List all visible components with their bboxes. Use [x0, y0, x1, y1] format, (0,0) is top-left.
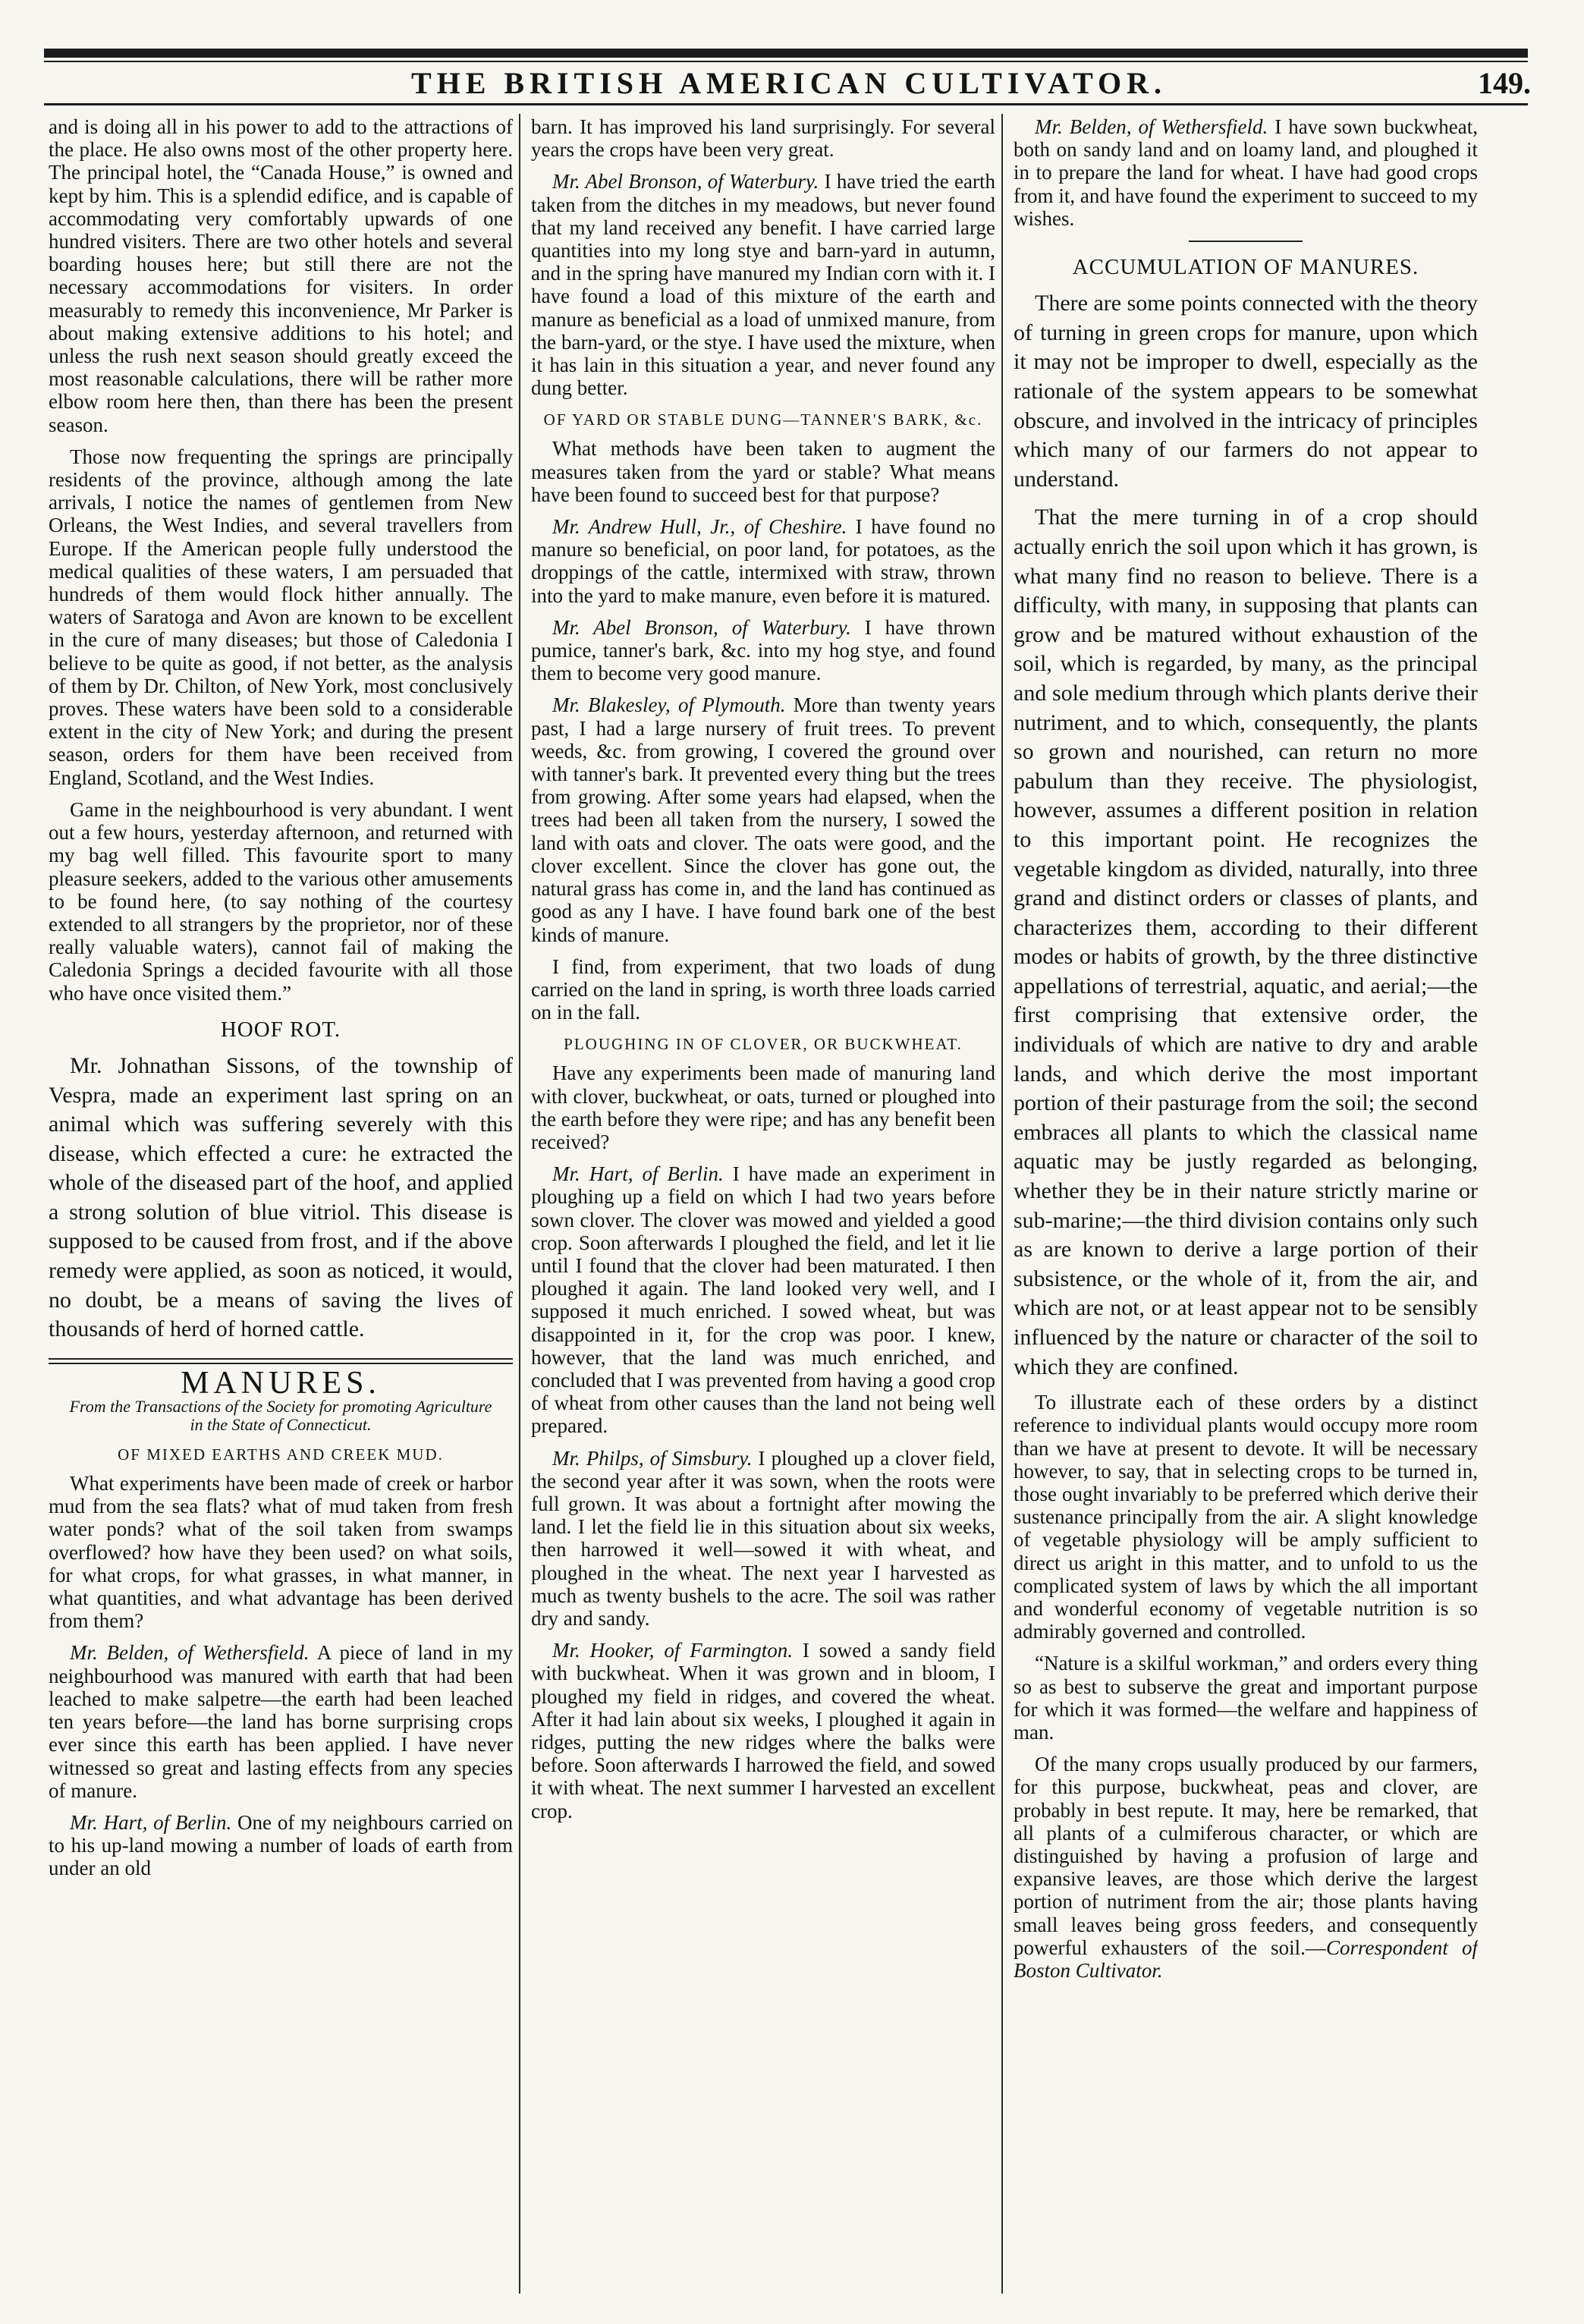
paragraph-text: I have thrown pumice, tanner's bark, &c. into my hog stye, and found them to become very good manure.	[531, 615, 995, 685]
running-title: THE BRITISH AMERICAN CULTIVATOR.	[410, 66, 1168, 100]
header-heavy-rule	[44, 49, 1528, 58]
heading-rule	[1189, 241, 1303, 242]
paragraph	[531, 616, 995, 685]
paragraph-text: I have tried the earth taken from the ditches in my meadows, but never found that my land received any benefit. I have carried large quantities into my long stye and barn-yard in autumn, and in the spring have manured my Indian corn with it. I have found a load of this mixture of the earth and manure as beneficial as a load of unmixed manure, from the barn-yard, or the stye. I have used the mixture, when it has lain in this situation a year, and never found any dung better.	[531, 170, 995, 400]
section-heading-hoof-rot: HOOF ROT.	[220, 1017, 341, 1042]
paragraph-text: More than twenty years past, I had a large nursery of fruit trees. To prevent weeds, &c. from growing, I covered the ground over with tanner's bark. It prevented every thing but the trees from growing. After some years had elapsed, when the trees had been all taken from the nursery, I sowed the land with oats and clover. The oats were good, and the clover excellent. Since the clover has gone out, the natural grass has come in, and the land has continued as good as any I have. I have found bark one of the best kinds of manure.	[531, 693, 995, 946]
paragraph-text: Of the many crops usually produced by our farmers, for this purpose, buckwheat, peas and clover, are probably in best repute. It may, here be remarked, that all plants of a culmiferous character, or which are distinguished by having a profusion of large and expansive leaves, are those which derive the largest portion of nutriment from the air; those plants having small leaves being gross feeders, and consequently powerful exhausters of the soil.—	[1014, 1753, 1478, 1959]
paragraph	[1014, 1753, 1478, 1982]
speaker-name: Mr. Belden, of Wethersfield.	[1035, 115, 1268, 138]
speaker-name: Mr. Blakesley, of Plymouth.	[552, 693, 786, 717]
speaker-name: Mr. Abel Bronson, of Waterbury.	[552, 615, 851, 639]
subheading: PLOUGHING IN OF CLOVER, OR BUCKWHEAT.	[564, 1035, 963, 1054]
paragraph: I find, from experiment, that two loads of dung carried on the land in spring, is worth three loads carried on in the fall.	[531, 954, 995, 1024]
paragraph: Have any experiments been made of manuring land with clover, buckwheat, or oats, turned or ploughed into the earth before they were ripe; and has any benefit been received?	[531, 1061, 995, 1153]
header-bottom-rule	[44, 103, 1528, 105]
paragraph-text: I have found no manure so beneficial, on poor land, for potatoes, as the droppings of the cattle, intermixed with straw, thrown into the yard to make manure, even before it is matured.	[531, 515, 995, 607]
section-heading-manures: MANURES.	[181, 1365, 381, 1401]
paragraph	[1014, 115, 1478, 230]
speaker-name: Mr. Hart, of Berlin.	[552, 1162, 724, 1186]
section-divider	[49, 1358, 513, 1364]
paragraph	[531, 1162, 995, 1437]
paragraph: Game in the neighbourhood is very abundant. I went out a few hours, yesterday afternoon, and returned with my bag well filled. This favourite sport to many pleasure seekers, added to the various other amusements to be found here, (to say nothing of the courtesy extended to all strangers by the proprietor, nor of these really valuable waters), cannot fail of making the Caledonia Springs a decided favourite with all those who have once visited them.”	[49, 797, 513, 1005]
paragraph	[531, 170, 995, 399]
speaker-name: Mr. Abel Bronson, of Waterbury.	[552, 170, 819, 193]
paragraph-text: A piece of land in my neighbourhood was manured with earth that had been leached to make salpetre—the earth had been leached ten years before—the land has borne surprising crops ever since this earth has been applied. I have never witnessed so great and lasting effects from any species of manure.	[49, 1641, 513, 1802]
paragraph	[531, 693, 995, 945]
page-number: 149.	[1478, 66, 1531, 100]
speaker-name: Mr. Hooker, of Farmington.	[552, 1639, 793, 1662]
column-divider	[1001, 114, 1003, 2294]
paragraph: To illustrate each of these orders by a distinct reference to individual plants would occupy more room than we have at present to devote. It will be necessary however, to say, that in selecting crops to be turned in, those ought invariably to be preferred which derive their sustenance principally from the air. A slight knowledge of vegetable physiology will be amply sufficient to direct us aright in this matter, and to unfold to us the complicated system of laws by which the all important and wonderful economy of vegetable nutrition is so admirably governed and controlled.	[1014, 1391, 1478, 1643]
paragraph-text: I have sown buckwheat, both on sandy land and on loamy land, and ploughed it in to prepare the land for wheat. I have had good crops from it, and have found the experiment to succeed to my wishes.	[1014, 115, 1478, 230]
column-2	[531, 115, 995, 2294]
column-3	[1014, 115, 1478, 2294]
paragraph: That the mere turning in of a crop should actually enrich the soil upon which it has grown, is what many find no reason to believe. There is a difficulty, with many, in supposing that plants can grow and be matured without exhaustion of the soil, which is regarded, by many, as the principal and sole medium through which plants derive their nutriment, and to which, consequently, the plants so grown and nourished, can return no more pabulum than they receive. The physiologist, however, assumes a different position in relation to this important point. He recognizes the vegetable kingdom as divided, naturally, into three grand and distinct orders or classes of plants, and characterizes them, according to their different modes or habits of growth, by the three distinctive appellations of terrestrial, aquatic, and aerial;—the first comprising that extensive order, the individuals of which are native to dry and arable lands, and which derive the most important portion of their pasturage from the soil; the second embraces all plants to which the classical name aquatic may be justly regarded as belonging, whether they be in their nature strictly marine or sub-marine;—the third division contains only such as are known to derive a large portion of their subsistence, or the whole of it, from the air, and which are not, or at least appear not to be sensibly influenced by the nature or character of the soil to which they are confined.	[1014, 505, 1478, 1379]
speaker-name: Mr. Belden, of Wethersfield.	[70, 1641, 310, 1665]
section-heading-accumulation: ACCUMULATION OF MANURES.	[1072, 255, 1419, 280]
column-divider	[519, 114, 520, 2294]
credit-line: Correspondent of Boston Cultivator.	[1014, 1936, 1478, 1983]
speaker-name: Mr. Hart, of Berlin.	[70, 1810, 232, 1834]
paragraph-text: I sowed a sandy field with buckwheat. When it was grown and in bloom, I ploughed my field in ridges, and covered the wheat. After it had lain about six weeks, I ploughed it again in ridges, putting the new ridges where the balks were before. Soon afterwards I harrowed the field, and sowed it with wheat. The next summer I harvested an excellent crop.	[531, 1639, 995, 1822]
paragraph-text: One of my neighbours carried on to his up-land mowing a number of loads of earth from under an old	[49, 1810, 513, 1880]
paragraph	[531, 1639, 995, 1822]
paragraph: barn. It has improved his land surprisingly. For several years the crops have been very great.	[531, 115, 995, 162]
source-note: From the Transactions of the Society for promoting Agriculture in the State of Connecticut.	[69, 1397, 492, 1435]
paragraph	[49, 1811, 513, 1880]
header-thin-rule	[44, 61, 1528, 62]
paragraph	[531, 515, 995, 607]
paragraph: and is doing all in his power to add to the attractions of the place. He also owns most of the other property here. The principal hotel, the “Canada House,” is owned and kept by him. This is a splendid edifice, and is capable of accommodating very comfortably upwards of one hundred visiters. There are two other hotels and several boarding houses here; but still there are not the necessary accommodations for visiters. In order measurably to remedy this inconvenience, Mr Parker is about making extensive additions to his hotel; and unless the rush next season should greatly exceed the most reasonable calculations, there will be rather more elbow room here then, than there has been the present season.	[49, 115, 513, 436]
subheading: OF MIXED EARTHS AND CREEK MUD.	[118, 1445, 444, 1464]
paragraph: “Nature is a skilful workman,” and orders every thing so as best to subserve the great and important purpose for which it was formed—the welfare and happiness of man.	[1014, 1652, 1478, 1744]
speaker-name: Mr. Andrew Hull, Jr., of Cheshire.	[552, 515, 847, 539]
paragraph: What experiments have been made of creek or harbor mud from the sea flats? what of mud taken from fresh water ponds? what of the soil taken from swamps overflowed? how have they been used? on what soils, for what crops, for what grasses, in what manner, in what quantities, and what advantage has been derived from them?	[49, 1472, 513, 1633]
paragraph: There are some points connected with the theory of turning in green crops for manure, upon which it may not be improper to dwell, especially as the rationale of the system appears to be somewhat obscure, and involved in the intricacy of principles which many of our farmers do not appear to understand.	[1014, 291, 1478, 492]
paragraph-text: I ploughed up a clover field, the second year after it was sown, when the roots were full grown. It was about a fortnight after mowing the land. I let the field lie in this situation about six weeks, then harrowed it well—sowed it with wheat, and ploughed in the wheat. The next year I harvested as much as twenty bushels to the acre. The soil was rather dry and sandy.	[531, 1446, 995, 1630]
paragraph: Mr. Johnathan Sissons, of the township of Vespra, made an experiment last spring on an animal which was suffering severely with this disease, which effected a cure: he extracted the whole of the diseased part of the hoof, and applied a strong solution of blue vitriol. This disease is supposed to be caused from frost, and if the above remedy were applied, as soon as noticed, it would, no doubt, be a means of saving the lives of thousands of herd of horned cattle.	[49, 1052, 513, 1342]
column-1	[49, 115, 513, 2294]
subheading: OF YARD OR STABLE DUNG—TANNER'S BARK, &c.	[543, 410, 983, 429]
paragraph	[531, 1447, 995, 1631]
paragraph: Those now frequenting the springs are principally residents of the province, although among the late arrivals, I notice the names of gentlemen from New Orleans, the West Indies, and several travellers from Europe. If the American people fully understood the medical qualities of these waters, I am persuaded that hundreds of them would flock hither annually. The waters of Saratoga and Avon are known to be excellent in the cure of many diseases; but those of Caledonia I believe to be quite as good, if not better, as the analysis of them by Dr. Chilton, of New York, most conclusively proves. These waters have been sold to a considerable extent in the city of New York; and during the present season, orders for them have been received from England, Scotland, and the West Indies.	[49, 445, 513, 789]
speaker-name: Mr. Philps, of Simsbury.	[552, 1446, 753, 1470]
paragraph	[49, 1641, 513, 1801]
paragraph-text: I have made an experiment in ploughing up a field on which I had two years before sown clover. The clover was mowed and yielded a good crop. Soon afterwards I ploughed the field, and let it lie until I found that the clover had been maturated. I then ploughed it again. The land looked very well, and I supposed it much enriched. I sowed wheat, but was disappointed in it, for the crop was poor. I knew, however, that the land was much enriched, and concluded that I was prevented from having a good crop of wheat from other causes than the land not being well prepared.	[531, 1162, 995, 1438]
paragraph: What methods have been taken to augment the measures taken from the yard or stable? What means have been found to succeed best for that purpose?	[531, 437, 995, 506]
